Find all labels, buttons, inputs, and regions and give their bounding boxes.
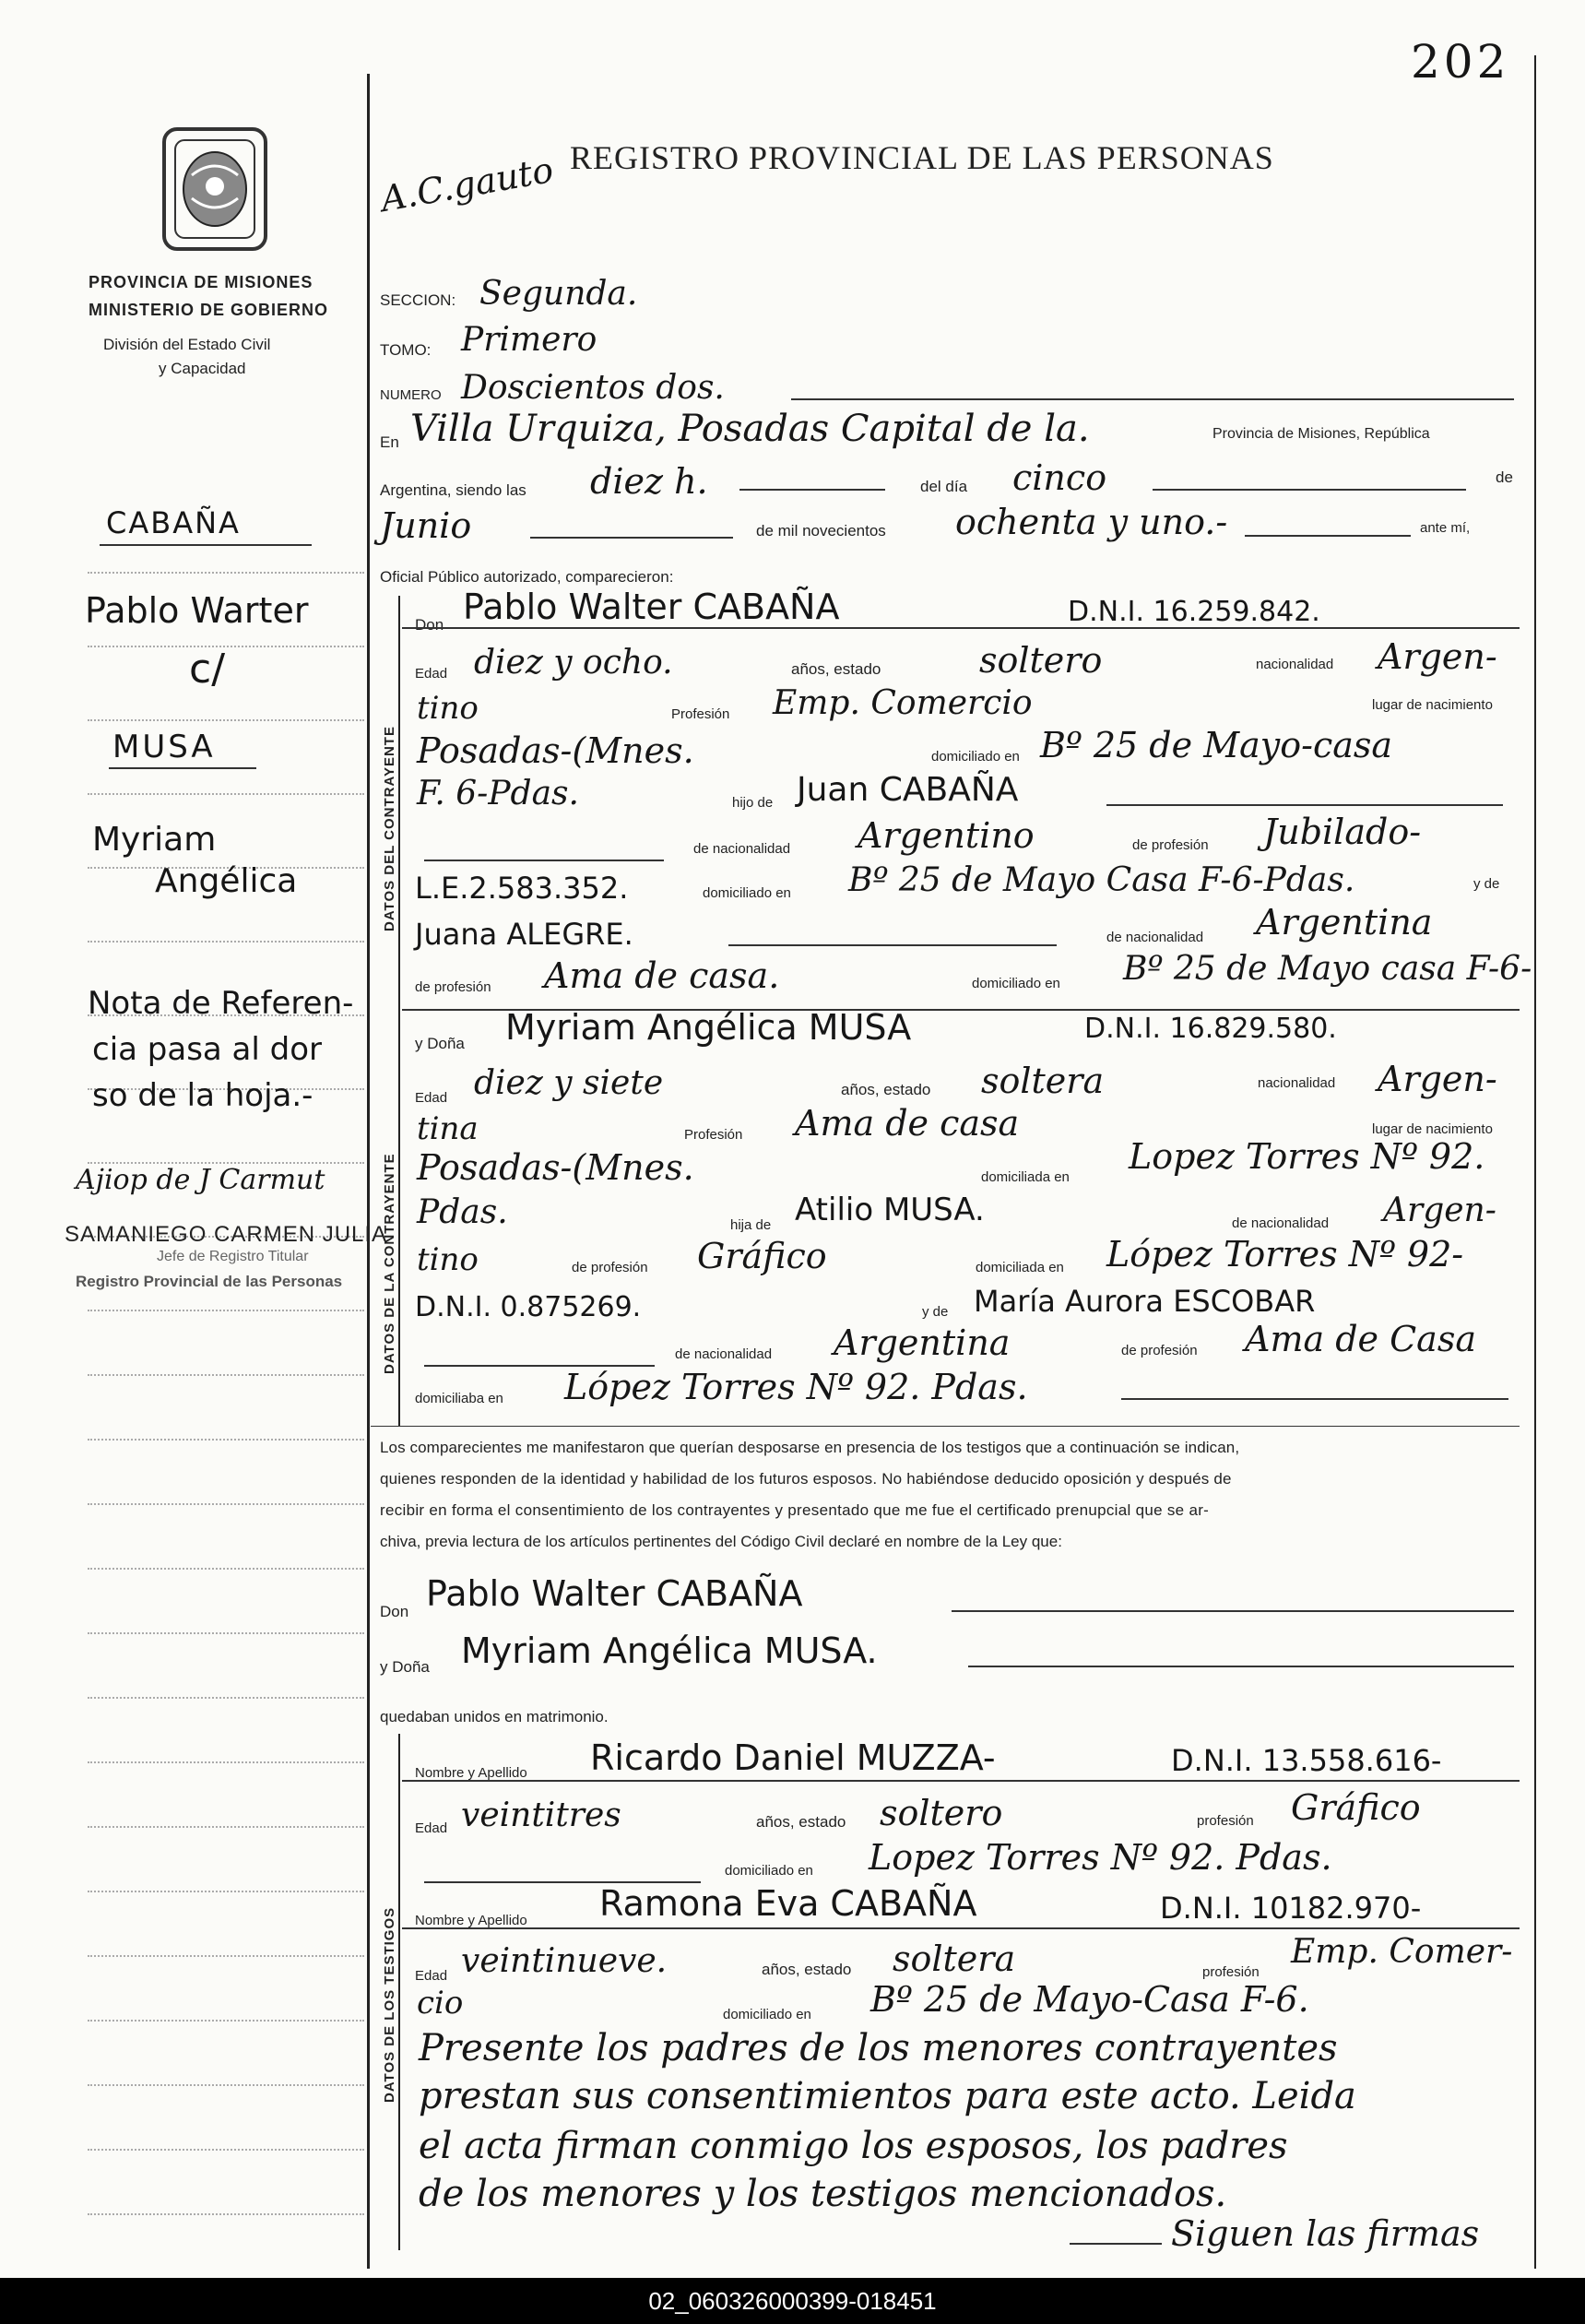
label-de-nacionalidad-3: de nacionalidad <box>1232 1215 1330 1231</box>
groom-age: diez y ocho. <box>474 644 673 682</box>
label-de: de <box>1496 468 1513 486</box>
label-de-nacionalidad-1: de nacionalidad <box>693 841 791 857</box>
margin-con: c/ <box>189 646 226 693</box>
label-domiciliado: domiciliado en <box>931 749 1020 765</box>
seal-line-2: MINISTERIO DE GOBIERNO <box>89 301 329 319</box>
margin-rule <box>88 793 364 795</box>
margin-note-line-1: Nota de Referen- <box>88 985 354 1022</box>
value-numero: Doscientos dos. <box>461 369 725 407</box>
decl-bride: Myriam Angélica MUSA. <box>461 1630 878 1671</box>
body-text-line-2: quienes responden de la identidad y habilidad de los futuros esposos. No habiéndose deducido oposición y después de <box>380 1470 1232 1488</box>
groom-name: Pablo Walter CABAÑA <box>463 587 840 627</box>
section-label-bride: DATOS DE LA CONTRAYENTE <box>382 1153 397 1374</box>
label-edad-t1: Edad <box>415 1820 448 1836</box>
bride-mother: María Aurora ESCOBAR <box>974 1284 1316 1319</box>
seal-line-1: PROVINCIA DE MISIONES <box>89 273 313 291</box>
label-nombre-apellido-2: Nombre y Apellido <box>415 1913 527 1928</box>
groom-father-nationality: Argentino <box>858 815 1035 856</box>
groom-address-cont: F. 6-Pdas. <box>417 775 579 812</box>
stamp-name: SAMANIEGO CARMEN JULIA <box>65 1222 388 1247</box>
label-domiciliado-3: domiciliado en <box>972 976 1060 991</box>
bride-nationality-cont: tina <box>417 1110 479 1147</box>
label-de-profesion-4: de profesión <box>1121 1343 1198 1358</box>
label-dona: y Doña <box>415 1035 465 1052</box>
witness2-profession: Emp. Comer- <box>1291 1933 1513 1971</box>
label-de-nacionalidad-2: de nacionalidad <box>1106 930 1204 945</box>
label-lugar-nacimiento-2: lugar de nacimiento <box>1372 1121 1493 1137</box>
margin-note-line-2: cia pasa al dor <box>92 1031 323 1068</box>
label-de-profesion-3: de profesión <box>572 1260 648 1275</box>
form-line <box>739 489 885 491</box>
margin-rule <box>88 1891 364 1892</box>
label-anios-estado-2: años, estado <box>841 1081 931 1098</box>
label-domiciliado-t1: domiciliado en <box>725 1863 813 1879</box>
witness1-dni: D.N.I. 13.558.616- <box>1171 1743 1442 1778</box>
form-line <box>1153 489 1466 491</box>
seal-line-4: y Capacidad <box>159 360 246 377</box>
label-hijo-de: hijo de <box>732 795 774 811</box>
label-decl-dona: y Doña <box>380 1658 430 1676</box>
witness1-age: veintitres <box>461 1796 621 1834</box>
stamp-registry: Registro Provincial de las Personas <box>76 1273 343 1290</box>
label-decl-don: Don <box>380 1603 409 1620</box>
margin-rule <box>88 719 364 721</box>
document-id: 02_060326000399-018451 <box>648 2287 937 2315</box>
bride-address-cont: Pdas. <box>417 1193 508 1231</box>
value-mes: Junio <box>380 505 472 546</box>
margin-rule <box>88 1374 364 1376</box>
witness2-dni: D.N.I. 10182.970- <box>1160 1891 1422 1926</box>
form-line <box>728 944 1057 946</box>
bride-father-nationality-cont: tino <box>417 1241 479 1278</box>
label-domiciliado-t2: domiciliado en <box>723 2007 811 2022</box>
section-rule <box>371 1426 1520 1427</box>
bride-status: soltera <box>981 1061 1105 1101</box>
groom-address: Bº 25 de Mayo-casa <box>1040 725 1393 765</box>
margin-rule <box>88 1632 364 1634</box>
label-nacionalidad-2: nacionalidad <box>1258 1075 1336 1091</box>
groom-profession: Emp. Comercio <box>773 684 1033 722</box>
label-nombre-apellido-1: Nombre y Apellido <box>415 1765 527 1781</box>
label-domiciliada-2: domiciliada en <box>976 1260 1064 1275</box>
body-text-line-1: Los comparecientes me manifestaron que querían desposarse en presencia de los testigos que a continuación se indican, <box>380 1439 1240 1456</box>
stamp-title: Jefe de Registro Titular <box>157 1249 309 1264</box>
value-dia: cinco <box>1012 457 1107 498</box>
margin-rule <box>88 2213 364 2215</box>
value-tomo: Primero <box>461 321 597 359</box>
bride-mother-address: López Torres Nº 92. Pdas. <box>564 1367 1028 1407</box>
bride-nationality: Argen- <box>1378 1059 1497 1099</box>
label-tomo: TOMO: <box>380 341 432 359</box>
label-edad: Edad <box>415 666 448 682</box>
margin-rule <box>88 1310 364 1311</box>
groom-father: Juan CABAÑA <box>797 771 1019 809</box>
groom-nationality: Argen- <box>1378 636 1497 677</box>
margin-rule <box>88 646 364 647</box>
margin-note-line-3: so de la hoja.- <box>92 1077 313 1114</box>
bride-name: Myriam Angélica MUSA <box>505 1007 912 1048</box>
bride-father: Atilio MUSA. <box>795 1192 985 1228</box>
page-edge <box>1534 55 1536 2269</box>
seal-line-3: División del Estado Civil <box>103 336 271 353</box>
bride-mother-profession: Ama de Casa <box>1245 1319 1476 1359</box>
label-y-de-2: y de <box>922 1304 949 1320</box>
witness2-profession-cont: cio <box>417 1985 464 2022</box>
margin-rule <box>88 1503 364 1505</box>
label-del-dia: del día <box>920 478 968 495</box>
label-anios-estado-t2: años, estado <box>762 1961 852 1978</box>
margin-rule <box>88 1697 364 1699</box>
decl-groom: Pablo Walter CABAÑA <box>426 1573 803 1614</box>
label-edad-2: Edad <box>415 1090 448 1106</box>
bride-father-doc: D.N.I. 0.875269. <box>415 1291 642 1323</box>
label-hija-de: hija de <box>730 1217 772 1233</box>
label-oficial: Oficial Público autorizado, comparecieron: <box>380 568 674 586</box>
closing-note-line-5: Siguen las firmas <box>1171 2213 1480 2254</box>
witness1-address: Lopez Torres Nº 92. Pdas. <box>869 1837 1332 1878</box>
margin-rule <box>88 1955 364 1957</box>
bride-dni: D.N.I. 16.829.580. <box>1084 1013 1337 1045</box>
label-provincia: Provincia de Misiones, República <box>1212 426 1430 442</box>
section-label-witnesses: DATOS DE LOS TESTIGOS <box>382 1906 397 2103</box>
decl-closing: quedaban unidos en matrimonio. <box>380 1708 609 1725</box>
clerk-annotation: A.C.gauto <box>377 148 557 220</box>
margin-name-1: Pablo Warter <box>85 590 309 631</box>
label-edad-t2: Edad <box>415 1968 448 1984</box>
bride-father-address: López Torres Nº 92- <box>1106 1234 1464 1275</box>
form-line <box>1121 1398 1508 1400</box>
form-line <box>424 860 664 861</box>
form-line <box>402 1927 1520 1929</box>
label-profesion: Profesión <box>671 706 730 722</box>
label-domiciliado-2: domiciliado en <box>703 885 791 901</box>
closing-note-line-4: de los menores y los testigos mencionados. <box>419 2173 1227 2215</box>
label-domiciliaba: domiciliaba en <box>415 1391 503 1406</box>
groom-father-profession: Jubilado- <box>1263 812 1422 852</box>
label-nacionalidad: nacionalidad <box>1256 657 1334 672</box>
form-line <box>968 1666 1514 1667</box>
body-text-line-4: chiva, previa lectura de los artículos pertinentes del Código Civil declaré en nombre de la Ley que: <box>380 1533 1062 1550</box>
form-line <box>1245 535 1411 537</box>
label-domiciliada: domiciliada en <box>981 1169 1070 1185</box>
margin-rule <box>88 572 364 574</box>
label-de-profesion-2: de profesión <box>415 979 491 995</box>
page-number: 202 <box>1411 35 1510 89</box>
groom-dni: D.N.I. 16.259.842. <box>1068 596 1320 628</box>
label-numero: NUMERO <box>380 387 442 403</box>
margin-rule <box>88 2084 364 2086</box>
witness1-status: soltero <box>880 1793 1003 1833</box>
margin-name-2a: Myriam <box>92 821 217 859</box>
label-en: En <box>380 433 399 451</box>
label-profesion-t1: profesión <box>1197 1813 1254 1829</box>
registry-title: REGISTRO PROVINCIAL DE LAS PERSONAS <box>570 139 1274 176</box>
section-label-groom: DATOS DEL CONTRAYENTE <box>382 726 397 931</box>
witness2-name: Ramona Eva CABAÑA <box>599 1883 977 1924</box>
groom-father-doc: L.E.2.583.352. <box>415 871 629 906</box>
margin-rule <box>88 1826 364 1828</box>
label-de-profesion-1: de profesión <box>1132 837 1209 853</box>
province-seal-icon <box>155 120 275 258</box>
margin-rule <box>88 1439 364 1441</box>
form-line <box>791 398 1514 400</box>
label-lugar-nacimiento: lugar de nacimiento <box>1372 697 1493 713</box>
form-line <box>1070 2243 1162 2245</box>
value-seccion: Segunda. <box>479 275 638 313</box>
label-argentina: Argentina, siendo las <box>380 481 526 499</box>
value-anio: ochenta y uno.- <box>955 502 1228 542</box>
label-don: Don <box>415 616 444 634</box>
groom-birthplace: Posadas-(Mnes. <box>417 730 694 771</box>
witness2-status: soltera <box>893 1939 1016 1979</box>
margin-divider <box>367 74 370 2269</box>
body-text-line-3: recibir en forma el consentimiento de los contrayentes y presentado que me fue el certificado prenupcial que se ar- <box>380 1501 1210 1519</box>
witness2-address: Bº 25 de Mayo-Casa F-6. <box>870 1979 1309 2020</box>
bride-age: diez y siete <box>474 1064 664 1102</box>
bride-birthplace: Posadas-(Mnes. <box>417 1147 694 1188</box>
groom-nationality-cont: tino <box>417 690 479 727</box>
label-y-de: y de <box>1473 876 1500 892</box>
form-line <box>402 627 1520 629</box>
margin-rule <box>88 1761 364 1763</box>
form-line <box>952 1610 1514 1612</box>
margin-rule <box>88 2149 364 2151</box>
bride-mother-nationality: Argentina <box>834 1322 1011 1363</box>
groom-mother-address: Bº 25 de Mayo casa F-6- <box>1123 950 1532 988</box>
bride-address: Lopez Torres Nº 92. <box>1129 1136 1485 1177</box>
label-anios-estado: años, estado <box>791 660 881 678</box>
margin-rule <box>88 2020 364 2022</box>
label-de-mil: de mil novecientos <box>756 522 886 540</box>
groom-status: soltero <box>979 640 1103 681</box>
label-profesion-2: Profesión <box>684 1127 743 1143</box>
groom-mother-nationality: Argentina <box>1256 902 1433 943</box>
bride-profession: Ama de casa <box>795 1103 1020 1144</box>
closing-note-line-1: Presente los padres de los menores contrayentes <box>419 2027 1338 2069</box>
label-seccion: SECCION: <box>380 291 456 309</box>
margin-underline <box>109 767 256 769</box>
form-line <box>1106 804 1503 806</box>
closing-note-line-3: el acta firman conmigo los esposos, los padres <box>419 2125 1288 2167</box>
value-hora: diez h. <box>590 461 708 502</box>
margin-signature: Ajiop de J Carmut <box>76 1164 325 1196</box>
witness2-age: veintinueve. <box>461 1942 668 1980</box>
label-profesion-t2: profesión <box>1202 1964 1260 1980</box>
section-divider <box>398 596 400 1426</box>
margin-surname-1: CABAÑA <box>106 505 241 540</box>
closing-note-line-2: prestan sus consentimientos para este acto. Leida <box>419 2075 1356 2117</box>
value-lugar: Villa Urquiza, Posadas Capital de la. <box>410 408 1090 450</box>
form-line <box>530 537 733 539</box>
margin-name-2b: Angélica <box>155 862 298 900</box>
witness1-profession: Gráfico <box>1291 1787 1421 1828</box>
groom-mother-profession: Ama de casa. <box>544 955 780 996</box>
bride-father-profession: Gráfico <box>697 1236 827 1276</box>
margin-rule <box>88 941 364 943</box>
label-de-nacionalidad-4: de nacionalidad <box>675 1346 773 1362</box>
groom-mother: Juana ALEGRE. <box>415 917 633 952</box>
bride-father-nationality: Argen- <box>1383 1192 1496 1229</box>
groom-father-address: Bº 25 de Mayo Casa F-6-Pdas. <box>848 861 1355 899</box>
label-ante-mi: ante mí, <box>1420 520 1471 536</box>
label-anios-estado-t1: años, estado <box>756 1813 846 1831</box>
margin-underline <box>100 544 312 546</box>
witness1-name: Ricardo Daniel MUZZA- <box>590 1737 996 1778</box>
margin-rule <box>88 1568 364 1570</box>
document-id-bar <box>0 2278 1585 2324</box>
margin-surname-2: MUSA <box>112 729 216 765</box>
form-line <box>402 1780 1520 1782</box>
section-divider <box>398 1734 400 2250</box>
